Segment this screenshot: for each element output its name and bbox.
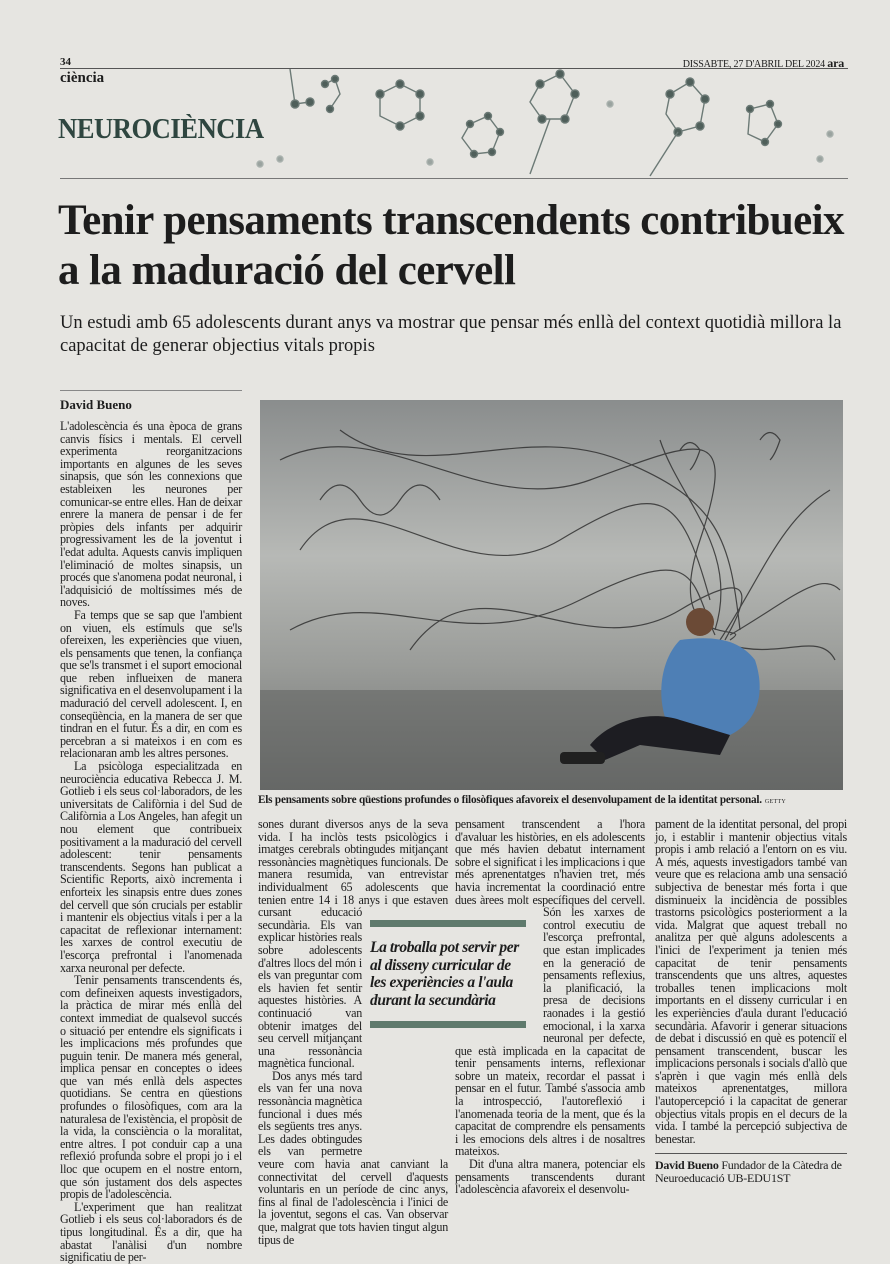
- paragraph: sones durant diversos anys de la seva vida. I ha inclòs tests psicològics i imatges cerebrals obtingudes mitjançant ressonàncies magnètiques funcionals. De manera resumida, van entrevistar individualment 65 adolescents que tenien entre 14 i 18 anys i que estaven cursant educació secundària. Els van explicar històries reals sobre adolescents d'altres llocs del món i els van preguntar com els havien fet sentir aquestes històries. A continuació van obtenir imatges del seu cervell mitjançant una ressonància magnètica funcional.: [258, 817, 448, 1071]
- date-text: DISSABTE, 27 D'ABRIL DEL 2024: [682, 59, 825, 70]
- caption-text: Els pensaments sobre qüestions profundes o filosòfiques afavoreix el desenvolupament de la identitat personal.: [258, 794, 762, 806]
- page-number: 34: [60, 56, 71, 68]
- photo-caption: [258, 794, 858, 806]
- molecule-illustration: [230, 64, 850, 180]
- pull-quote-bar: [370, 920, 526, 927]
- kicker-rule: [60, 178, 848, 179]
- paragraph: Dit d'una altra manera, potenciar els pensaments transcendents durant l'adolescència afavoreix el desenvolu-: [455, 1157, 645, 1197]
- section-label: ciència: [60, 70, 105, 86]
- paragraph: pensament transcendent a l'hora d'avaluar les històries, en els adolescents que més havien debatut internament sobre el significat i les implicacions i que més aprenentatges n'havien tret, més havia incrementat la coordinació entre dues àrees molt específiques del cervell. Són les xarxes de control executiu de l'escorça prefrontal, que estan implicades en la generació de pensaments reflexius, la planificació, la presa de decisions raonades i la gestió emocional, i la xarxa neuronal per defecte, que està implicada en la capacitat de tenir pensaments interns, reflexionar sobre un mateix, recordar el passat i pensar en el futur. També s'associa amb la introspecció, l'autoreflexió i l'anomenada teoria de la ment, que és la capacitat de comprendre els pensaments i les emocions dels altres i de nosaltres mateixos.: [455, 817, 645, 1159]
- article-photo: [260, 400, 843, 790]
- paragraph: Dos anys més tard els van fer una nova ressonància magnètica funcional i dues més els següents tres anys. Les dades obtingudes els van permetre veure com havia anat canviant la connectivitat del cervell d'aquests voluntaris en un període de cinc anys, fins al final de l'adolescència i l'inici de la joventut, segons el cas. Van observar que, malgrat que tots havien tingut algun tipus de: [258, 1068, 448, 1247]
- byline: David Bueno: [60, 397, 132, 412]
- paragraph: L'experiment que han realitzat Gotlieb i els seus col·laboradors és de tipus longitudinal. És a dir, que ha abastat l'anàlisi d'un nombre significatiu de per-: [60, 1199, 242, 1264]
- photo-illustration: [260, 400, 843, 790]
- article-column-1: [60, 420, 242, 1264]
- paragraph: Fa temps que se sap que l'ambient on viuen, els estímuls que se'ls ofereixen, les experiències que viuen, els pensaments que tenen, la confiança que se'ls transmet i el suport emocional que reben influeixen de manera significativa en el desenvolupament i la maduració del cervell adolescent. I, en conseqüència, en la manera de ser que tindran en el futur. És a dir, en com es percebran a si mateixos i en com es relacionaran amb les altres persones.: [60, 607, 242, 761]
- photo-credit: GETTY: [764, 799, 787, 805]
- headline: Tenir pensaments transcendents contribueix a la maduració del cervell: [58, 197, 844, 294]
- pull-quote: [370, 920, 526, 1028]
- byline-rule: [60, 390, 242, 391]
- pull-quote-bar: [370, 1021, 526, 1028]
- pull-quote-text: La troballa pot servir per al disseny curricular de les experiències a l'aula durant la secundària: [370, 939, 519, 1009]
- section-kicker: NEUROCIÈNCIA: [58, 114, 264, 145]
- molecule-hex: [376, 80, 424, 130]
- article-column-2: [258, 818, 448, 1246]
- paragraph: L'adolescència és una època de grans canvis físics i mentals. El cervell experimenta reorganitzacions importants en algunes de les seves sinapsis, que són les connexions que estableixen les neurones per comunicar-se entre elles. Han de deixar enrere la manera de pensar i de fer pròpies dels infants per adquirir progressivament les de la joventut i l'edat adulta. Aquests canvis impliquen l'eliminació de moltes sinapsis, un procés que s'anomena podat neuronal, i l'adquisició de moltíssimes més de noves.: [60, 419, 242, 610]
- article-column-4: [655, 818, 847, 1185]
- subheadline: Un estudi amb 65 adolescents durant anys va mostrar que pensar més enllà del context quotidià millora la capacitat de generar objectius vitals propis: [60, 313, 842, 356]
- author-name: David Bueno: [655, 1158, 719, 1173]
- brand-logo: ara: [827, 56, 844, 70]
- paragraph: pament de la identitat personal, del propi jo, i establir i mantenir objectius vitals propis i amb relació a l'entorn on es viu. A més, aquests investigadors també van veure que es relaciona amb una sensació subjectiva de benestar més forta i que disminueix la incidència de possibles trastorns psicològics posteriorment a la vida. Malgrat que aquest treball no analitza per què alguns adolescents a l'inici de l'experiment ja tenien més capacitat de tenir pensaments transcendents que uns altres, aquestes troballes tenen implicacions molt importants en el disseny curricular i en les experiències d'aula durant l'educació secundària. Afavorir i generar situacions de debat i discussió en què es potenciï el pensament transcendent, buscar les implicacions personals i socials d'allò que s'aprèn i que vagin més enllà dels mateixos aprenentatges, millora l'autopercepció i la capacitat de generar objectius vitals propis en el decurs de la vida. I també la percepció subjectiva de benestar.: [655, 817, 847, 1146]
- author-bio: [655, 1153, 847, 1185]
- paragraph: Tenir pensaments transcendents és, com defineixen aquests investigadors, la pràctica de mirar més enllà del context immediat de qualsevol succés o situació per entendre els significats i les implicacions més profundes que puguin tenir. De manera més general, implica pensar en conceptes o idees que van més enllà dels aspectes quotidians. Se centra en qüestions profundes o filosòfiques, com ara la naturalesa de l'existència, el propòsit de la vida, la consciència o la moralitat, entre altres. I pot conduir cap a una reflexió profunda sobre el propi jo i el lloc que ocupem en el nostre entorn, que són justament dos dels aspectes propis de l'adolescència.: [60, 973, 242, 1202]
- paragraph: La psicòloga especialitzada en neurociència educativa Rebecca J. M. Gotlieb i els seus col·laboradors, de les universitats de Califòrnia i del Sud de Califòrnia a Los Angeles, han afegit un nou element que contribueix positivament a la maduració del cervell adolescent: tenir pensaments transcendents. Segons han publicat a Scientific Reports, això incrementa i enforteix les sinapsis entre dues zones del cervell que són crucials per establir i mantenir els objectius vitals i per a la capacitat de reflexionar internament: les xarxes de control executiu de l'escorça prefrontal i l'anomenada xarxa neuronal per defecte.: [60, 759, 242, 975]
- author-role: Fundador de la Càtedra de Neuroeducació UB-EDU1ST: [655, 1158, 842, 1186]
